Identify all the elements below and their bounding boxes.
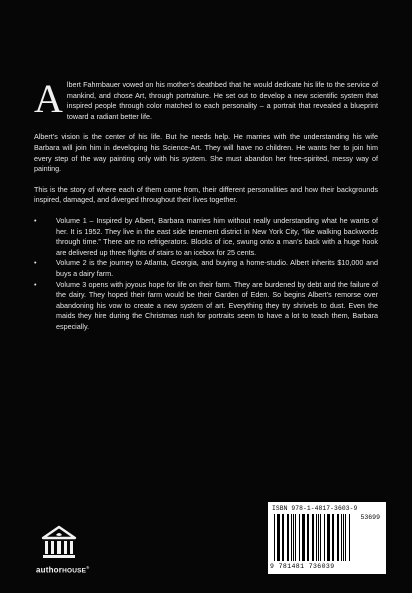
barcode-bar (332, 514, 334, 561)
barcode-bar (324, 514, 325, 561)
publisher-name: authorHOUSE® (36, 565, 90, 575)
isbn-label: ISBN 978-1-4817-3603-9 (272, 505, 358, 512)
intro-text: lbert Fahrnbauer vowed on his mother’s deathbed that he would dedicate his life to the service of mankind, and chose Art, through portraiture. He set out to develop a new scientific system that inspired people through color matched to each personality – a portrait that revealed a blueprint toward a radiant better life. (66, 80, 378, 121)
barcode-bar (307, 514, 309, 561)
drop-cap: A (34, 76, 63, 121)
barcode-bar (316, 514, 317, 561)
intro-paragraph (34, 76, 378, 122)
price-code: 53699 (360, 514, 380, 521)
barcode-bar (343, 514, 344, 561)
barcode-bar (274, 514, 275, 561)
vision-paragraph: Albert’s vision is the center of his life. But he needs help. He marries with the understanding his wife Barbara will join him in developing his Science-Art. They will have no children. He wants her to join him every step of the way painting only with his system. She must abandon her free-spirited, messy way of painting. (34, 132, 378, 174)
barcode-bar (295, 514, 296, 561)
barcode-bar (341, 514, 342, 561)
story-paragraph: This is the story of where each of them came from, their different personalities and how their backgrounds inspired, damaged, and diverged throughout their lives together. (34, 184, 378, 205)
barcode-bar (337, 514, 339, 561)
barcode-bar (345, 514, 346, 561)
barcode-bar (320, 514, 321, 561)
barcode-bar (349, 514, 350, 561)
volume-item-2: • Volume 2 is the journey to Atlanta, Georgia, and buying a home-studio. Albert inherits $10,000 and buys a dairy farm. (56, 258, 378, 279)
volume-list (34, 216, 378, 333)
barcode-bar (318, 514, 319, 561)
building-icon (40, 525, 78, 559)
barcode-bar (327, 514, 330, 561)
blurb (34, 76, 378, 332)
volume-item-1: • Volume 1 – Inspired by Albert, Barbara marries him without really understanding what he wants of her. It is 1952. They live in the east side tenement district in New York City, “like walking backwords through time.” There are no refrigerators. Blocks of ice, swung onto a man’s back with a huge hook are delivered up three flights of stairs to an icebox for 25 cents. (56, 216, 378, 258)
barcode-bar (293, 514, 294, 561)
barcode-bar (302, 514, 305, 561)
barcode-bar (277, 514, 280, 561)
volume-item-3: • Volume 3 opens with joyous hope for life on their farm. They are burdened by debt and the failure of the dairy. They hoped their farm would be their Garden of Eden. So begins Albert’s remorse over abandoning his vow to create a new system of art. Everything they try shrivels to dust. Even the maids they hire during the Christmas rush for portraits seem to have a lot to teach them, Barbara especially. (56, 280, 378, 333)
barcode-icon (274, 514, 352, 562)
barcode-bar (291, 514, 292, 561)
barcode-bar (312, 514, 314, 561)
barcode-digits: 9 781481 736039 (270, 563, 335, 570)
publisher-logo (36, 525, 96, 579)
barcode-block (268, 502, 386, 574)
barcode-bar (282, 514, 284, 561)
barcode-bar (299, 514, 300, 561)
barcode-bar (287, 514, 289, 561)
